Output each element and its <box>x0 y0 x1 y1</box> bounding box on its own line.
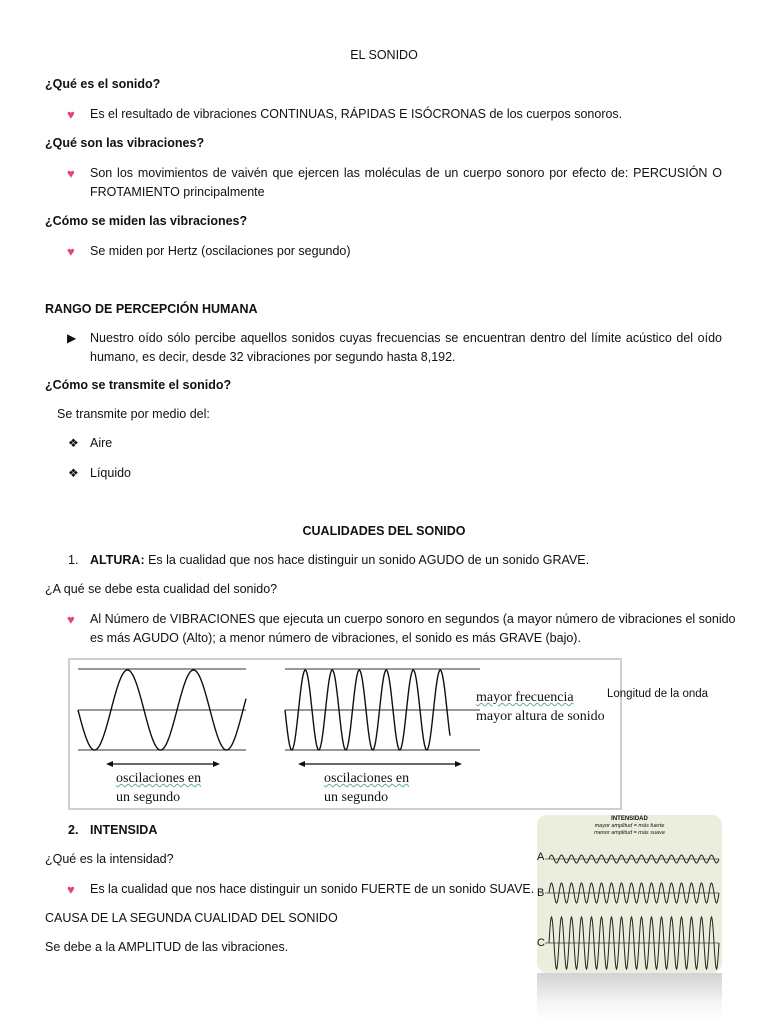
question-transmission: ¿Cómo se transmite el sonido? <box>45 378 232 392</box>
heading-human-range: RANGO DE PERCEPCIÓN HUMANA <box>45 302 258 316</box>
range-line1: Nuestro oído sólo percibe aquellos sonidos cuyas frecuencias se encuentran dentro del límite acústico del oído <box>90 331 722 345</box>
wave-small-amplitude <box>549 855 719 863</box>
altura-text: Es la cualidad que nos hace distinguir un sonido AGUDO de un sonido GRAVE. <box>144 553 590 567</box>
altura-label: ALTURA: <box>90 553 145 567</box>
image-reflection <box>537 973 722 1021</box>
amplitude-waves <box>537 815 722 973</box>
page-title: EL SONIDO <box>350 48 418 62</box>
caption-frequency: mayor frecuencia <box>476 690 574 705</box>
altura-answer-line1: Al Número de VIBRACIONES que ejecuta un cuerpo sonoro en segundos (a mayor número de vibraciones el sonido <box>90 612 736 626</box>
question-vibrations: ¿Qué son las vibraciones? <box>45 136 205 150</box>
answer-measure: Se miden por Hertz (oscilaciones por segundo) <box>90 244 351 258</box>
intensity-label: INTENSIDA <box>90 823 158 837</box>
list-item: Líquido <box>90 466 132 480</box>
wave-label-a: A <box>537 851 545 863</box>
altura-answer-line2: es más AGUDO (Alto); a menor número de vibraciones, el sonido es más GRAVE (bajo). <box>90 631 581 645</box>
diamond-bullet-icon: ❖ <box>68 436 79 450</box>
heart-icon: ♥ <box>67 166 75 181</box>
cause-text: Se debe a la AMPLITUD de las vibraciones. <box>45 940 289 954</box>
wave-medium-amplitude <box>549 883 719 903</box>
intensity-image <box>537 815 722 973</box>
heading-qualities: CUALIDADES DEL SONIDO <box>302 524 466 538</box>
wave-label-b: B <box>537 887 545 899</box>
heart-icon: ♥ <box>67 612 75 627</box>
cause-heading: CAUSA DE LA SEGUNDA CUALIDAD DEL SONIDO <box>45 911 338 925</box>
list-item: Aire <box>90 436 113 450</box>
wavelength-label: Longitud de la onda <box>607 688 709 700</box>
caption-pitch: mayor altura de sonido <box>476 709 605 724</box>
answer-vibrations-line1: Son los movimientos de vaivén que ejercen las moléculas de un cuerpo sonoro por efecto de: PERCUSIÓN O <box>90 166 722 180</box>
frequency-figure <box>68 658 622 810</box>
image-line2: menor amplitud = más suave <box>594 830 665 836</box>
wave-label-c: C <box>537 937 545 949</box>
diamond-bullet-icon: ❖ <box>68 466 79 480</box>
answer-what-is-sound: Es el resultado de vibraciones CONTINUAS, RÁPIDAS E ISÓCRONAS de los cuerpos sonoros. <box>90 107 623 121</box>
wave-large-amplitude <box>549 917 719 969</box>
transmission-intro: Se transmite por medio del: <box>57 407 210 421</box>
wave-label-right-1: oscilaciones en <box>324 771 410 786</box>
answer-vibrations-line2: FROTAMIENTO principalmente <box>90 185 265 199</box>
list-number: 1. <box>68 553 79 567</box>
range-line2: humano, es decir, desde 32 vibraciones por segundo hasta 8,192. <box>90 350 456 364</box>
image-title: INTENSIDAD <box>611 816 648 822</box>
heart-icon: ♥ <box>67 244 75 259</box>
intensity-answer: Es la cualidad que nos hace distinguir un sonido FUERTE de un sonido SUAVE. <box>90 882 535 896</box>
wave-label-right-2: un segundo <box>324 790 389 805</box>
wave-label-left-2: un segundo <box>116 790 181 805</box>
wave-label-left-1: oscilaciones en <box>116 771 202 786</box>
question-what-is-sound: ¿Qué es el sonido? <box>45 77 161 91</box>
heart-icon: ♥ <box>67 882 75 897</box>
altura-question: ¿A qué se debe esta cualidad del sonido? <box>45 582 278 596</box>
question-measure: ¿Cómo se miden las vibraciones? <box>45 214 248 228</box>
heart-icon: ♥ <box>67 107 75 122</box>
image-line1: mayor amplitud = más fuerte <box>594 823 665 829</box>
list-number: 2. <box>68 823 79 837</box>
triangle-arrow-icon: ▶ <box>67 331 77 345</box>
intensity-question: ¿Qué es la intensidad? <box>45 852 174 866</box>
altura-description <box>90 551 589 570</box>
